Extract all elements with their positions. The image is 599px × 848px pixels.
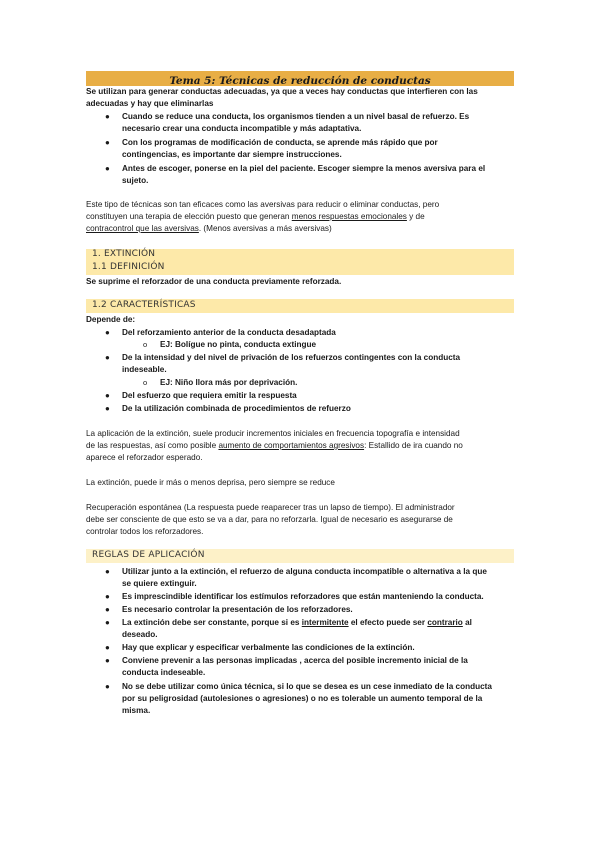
bullet-icon: ● (105, 164, 110, 173)
definition-text: Se suprime el reforzador de una conducta previamente reforzada. (86, 277, 342, 286)
bullet-icon: ● (105, 391, 110, 400)
paragraph-line: Este tipo de técnicas son tan eficaces como las aversivas para reducir o eliminar conductas, pero (86, 200, 440, 209)
list-item: La extinción debe ser constante, porque si es intermitente el efecto puede ser contrario al (122, 618, 472, 627)
list-subitem: EJ: Bolígue no pinta, conducta extingue (160, 340, 317, 349)
bullet-icon: ● (105, 592, 110, 601)
list-item: Es necesario controlar la presentación de los reforzadores. (122, 605, 353, 614)
bullet-icon: ● (105, 328, 110, 337)
intro-bullet: Antes de escoger, ponerse en la piel del paciente. Escoger siempre la menos aversiva para el (122, 164, 486, 173)
bullet-icon: ● (105, 112, 110, 121)
list-item: De la utilización combinada de procedimientos de refuerzo (122, 404, 351, 413)
intro-line: adecuadas y hay que eliminarlas (86, 99, 214, 108)
intro-bullet: sujeto. (122, 176, 149, 185)
list-item: Hay que explicar y especificar verbalmente las condiciones de la extinción. (122, 643, 415, 652)
subsection-heading: 1.2 CARACTERÍSTICAS (86, 299, 514, 313)
intro-line: Se utilizan para generar conductas adecuadas, ya que a veces hay conductas que interfieren con las (86, 87, 478, 96)
bullet-icon: ● (105, 682, 110, 691)
subsection-heading: REGLAS DE APLICACIÓN (86, 549, 514, 563)
sub-bullet-icon: o (143, 378, 148, 387)
list-item: Conviene prevenir a las personas implicadas , acerca del posible incremento inicial de la (122, 656, 468, 665)
title-bar (86, 71, 514, 86)
paragraph-line: La aplicación de la extinción, suele producir incrementos iniciales en frecuencia topografía e intensidad (86, 429, 460, 438)
bullet-icon: ● (105, 618, 110, 627)
list-item: Del esfuerzo que requiera emitir la respuesta (122, 391, 297, 400)
intro-bullet: Cuando se reduce una conducta, los organismos tienden a un nivel basal de refuerzo. Es (122, 112, 470, 121)
intro-bullet: contingencias, es importante dar siempre instrucciones. (122, 150, 342, 159)
list-item: misma. (122, 706, 151, 715)
bullet-icon: ● (105, 138, 110, 147)
list-item: Utilizar junto a la extinción, el refuerzo de alguna conducta incompatible o alternativa a la que (122, 567, 487, 576)
paragraph-line: constituyen una terapia de elección puesto que generan menos respuestas emocionales y de (86, 212, 425, 221)
subsection-heading: 1.1 DEFINICIÓN (86, 262, 514, 275)
bullet-icon: ● (105, 404, 110, 413)
list-item: conducta indeseable. (122, 668, 206, 677)
paragraph-line: controlar todos los reforzadores. (86, 527, 204, 536)
paragraph-line: aparece el reforzador esperado. (86, 453, 203, 462)
paragraph-line: debe ser consciente de que esto se va a dar, para no reforzarla. Igual de necesario es asegurarse de (86, 515, 453, 524)
bullet-icon: ● (105, 656, 110, 665)
list-item: No se debe utilizar como única técnica, si lo que se desea es un cese inmediato de la conducta (122, 682, 492, 691)
list-subitem: EJ: Niño llora más por deprivación. (160, 378, 298, 387)
bullet-icon: ● (105, 605, 110, 614)
paragraph-line: Recuperación espontánea (La respuesta puede reaparecer tras un lapso de tiempo). El administrador (86, 503, 455, 512)
list-item: De la intensidad y del nivel de privación de los refuerzos contingentes con la conducta (122, 353, 461, 362)
depende-label: Depende de: (86, 315, 136, 324)
list-item: indeseable. (122, 365, 167, 374)
sub-bullet-icon: o (143, 340, 148, 349)
intro-bullet: necesario crear una conducta incompatible y más adaptativa. (122, 124, 362, 133)
intro-bullet: Con los programas de modificación de conducta, se aprende más rápido que por (122, 138, 438, 147)
bullet-icon: ● (105, 567, 110, 576)
bullet-icon: ● (105, 353, 110, 362)
paragraph-line: de las respuestas, así como posible aumento de comportamientos agresivos: Estallido de ira cuando no (86, 441, 463, 450)
list-item: Es imprescindible identificar los estímulos reforzadores que están manteniendo la conducta. (122, 592, 484, 601)
list-item: se quiere extinguir. (122, 579, 197, 588)
paragraph-line: contracontrol que las aversivas. (Menos aversivas a más aversivas) (86, 224, 332, 233)
page-title: Tema 5: Técnicas de reducción de conductas (169, 75, 431, 87)
list-item: por su peligrosidad (autolesiones o agresiones) o no es tolerable un aumento temporal de la (122, 694, 483, 703)
bullet-icon: ● (105, 643, 110, 652)
list-item: Del reforzamiento anterior de la conducta desadaptada (122, 328, 336, 337)
paragraph-line: La extinción, puede ir más o menos deprisa, pero siempre se reduce (86, 478, 335, 487)
list-item: deseado. (122, 630, 158, 639)
section-heading: 1. EXTINCIÓN (86, 249, 514, 262)
